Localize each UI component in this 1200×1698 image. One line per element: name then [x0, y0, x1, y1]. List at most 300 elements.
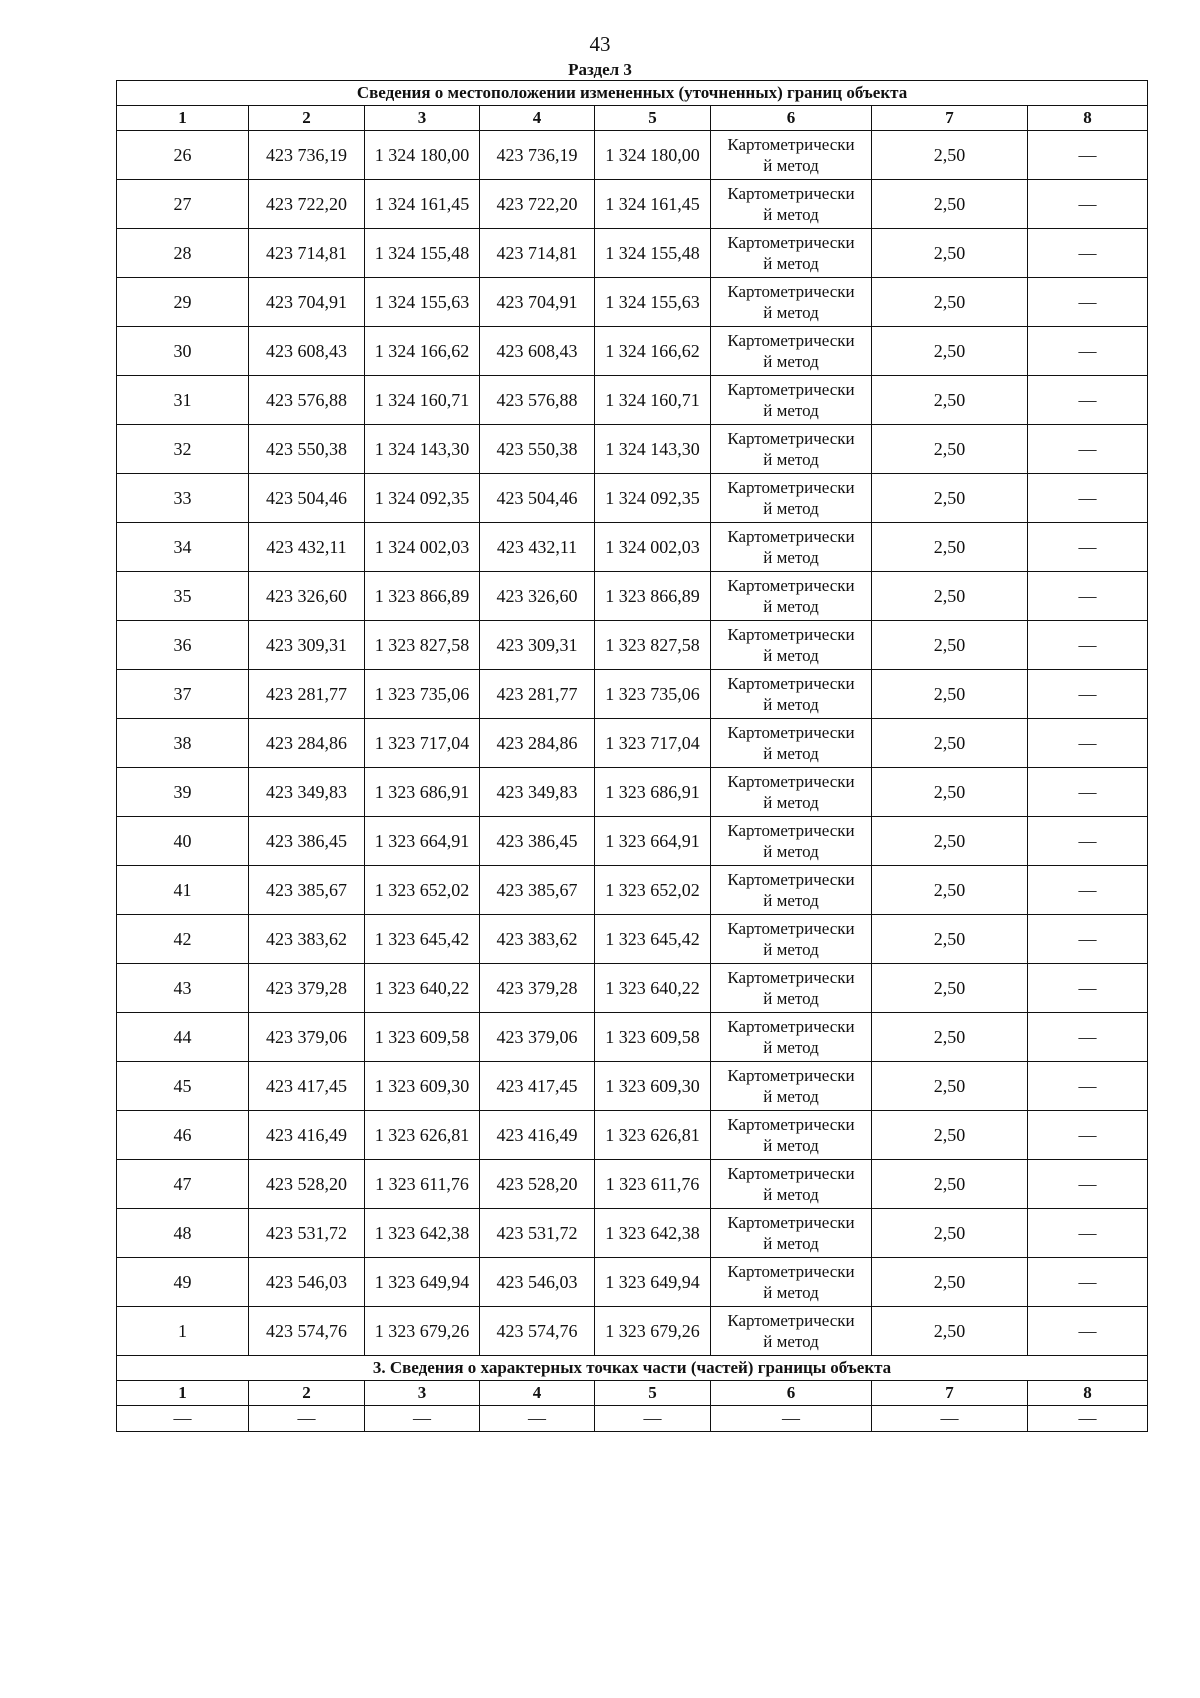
- x-old-cell: 423 608,43: [249, 327, 365, 376]
- table-caption: Сведения о местоположении измененных (уточненных) границ объекта: [117, 81, 1148, 106]
- empty-cell: —: [117, 1406, 249, 1432]
- table-row: [117, 1307, 1148, 1356]
- empty-cell: —: [872, 1406, 1028, 1432]
- method-line: Картометрически: [727, 282, 855, 301]
- y-old-cell: 1 323 717,04: [365, 719, 480, 768]
- method-cell: [711, 768, 872, 817]
- y-old-cell: 1 324 180,00: [365, 131, 480, 180]
- x-new-cell: 423 416,49: [480, 1111, 595, 1160]
- accuracy-cell: 2,50: [872, 229, 1028, 278]
- point-number-cell: 40: [117, 817, 249, 866]
- method-line: Картометрически: [727, 1164, 855, 1183]
- y-new-cell: 1 324 002,03: [595, 523, 711, 572]
- table-row: [117, 1209, 1148, 1258]
- point-number-cell: 47: [117, 1160, 249, 1209]
- x-new-cell: 423 385,67: [480, 866, 595, 915]
- point-number-cell: 35: [117, 572, 249, 621]
- accuracy-cell: 2,50: [872, 670, 1028, 719]
- x-old-cell: 423 386,45: [249, 817, 365, 866]
- note-cell: —: [1028, 1258, 1148, 1307]
- method-line: й метод: [763, 205, 819, 224]
- y-new-cell: 1 323 717,04: [595, 719, 711, 768]
- table-row: [117, 1013, 1148, 1062]
- column-header: 8: [1028, 1381, 1148, 1406]
- method-cell: [711, 1209, 872, 1258]
- method-line: Картометрически: [727, 1066, 855, 1085]
- y-old-cell: 1 324 161,45: [365, 180, 480, 229]
- y-new-cell: 1 324 155,48: [595, 229, 711, 278]
- y-new-cell: 1 323 642,38: [595, 1209, 711, 1258]
- accuracy-cell: 2,50: [872, 866, 1028, 915]
- point-number-cell: 45: [117, 1062, 249, 1111]
- method-cell: [711, 670, 872, 719]
- accuracy-cell: 2,50: [872, 1111, 1028, 1160]
- x-old-cell: 423 349,83: [249, 768, 365, 817]
- y-old-cell: 1 323 866,89: [365, 572, 480, 621]
- point-number-cell: 30: [117, 327, 249, 376]
- x-old-cell: 423 379,06: [249, 1013, 365, 1062]
- y-new-cell: 1 323 609,30: [595, 1062, 711, 1111]
- section-title: Раздел 3: [568, 60, 632, 79]
- x-new-cell: 423 432,11: [480, 523, 595, 572]
- accuracy-cell: 2,50: [872, 1258, 1028, 1307]
- method-line: Картометрически: [727, 1213, 855, 1232]
- column-header: 3: [365, 1381, 480, 1406]
- accuracy-cell: 2,50: [872, 768, 1028, 817]
- y-old-cell: 1 323 649,94: [365, 1258, 480, 1307]
- table-row: [117, 866, 1148, 915]
- y-new-cell: 1 323 649,94: [595, 1258, 711, 1307]
- method-cell: [711, 327, 872, 376]
- boundary-table: [116, 80, 1148, 1432]
- note-cell: —: [1028, 229, 1148, 278]
- table-row: [117, 131, 1148, 180]
- accuracy-cell: 2,50: [872, 1209, 1028, 1258]
- y-old-cell: 1 323 645,42: [365, 915, 480, 964]
- x-old-cell: 423 531,72: [249, 1209, 365, 1258]
- point-number-cell: 28: [117, 229, 249, 278]
- table-row: [117, 229, 1148, 278]
- table-row: [117, 1258, 1148, 1307]
- note-cell: —: [1028, 327, 1148, 376]
- x-old-cell: 423 326,60: [249, 572, 365, 621]
- method-line: й метод: [763, 646, 819, 665]
- method-line: й метод: [763, 1234, 819, 1253]
- note-cell: —: [1028, 915, 1148, 964]
- point-number-cell: 48: [117, 1209, 249, 1258]
- table-row: [117, 768, 1148, 817]
- page-number: 43: [589, 32, 611, 56]
- column-header: 1: [117, 106, 249, 131]
- accuracy-cell: 2,50: [872, 719, 1028, 768]
- y-new-cell: 1 323 626,81: [595, 1111, 711, 1160]
- method-line: й метод: [763, 303, 819, 322]
- note-cell: —: [1028, 572, 1148, 621]
- note-cell: —: [1028, 719, 1148, 768]
- column-header: 2: [249, 106, 365, 131]
- point-number-cell: 39: [117, 768, 249, 817]
- method-line: Картометрически: [727, 527, 855, 546]
- table-row: [117, 572, 1148, 621]
- y-old-cell: 1 323 735,06: [365, 670, 480, 719]
- note-cell: —: [1028, 1111, 1148, 1160]
- column-header: 8: [1028, 106, 1148, 131]
- x-new-cell: 423 386,45: [480, 817, 595, 866]
- method-line: й метод: [763, 842, 819, 861]
- note-cell: —: [1028, 180, 1148, 229]
- y-new-cell: 1 323 735,06: [595, 670, 711, 719]
- y-old-cell: 1 323 611,76: [365, 1160, 480, 1209]
- y-old-cell: 1 324 155,48: [365, 229, 480, 278]
- accuracy-cell: 2,50: [872, 376, 1028, 425]
- method-line: й метод: [763, 695, 819, 714]
- y-new-cell: 1 323 609,58: [595, 1013, 711, 1062]
- accuracy-cell: 2,50: [872, 964, 1028, 1013]
- table-row: [117, 1111, 1148, 1160]
- method-cell: [711, 376, 872, 425]
- accuracy-cell: 2,50: [872, 915, 1028, 964]
- table-body: [117, 81, 1148, 1432]
- accuracy-cell: 2,50: [872, 1062, 1028, 1111]
- y-old-cell: 1 324 143,30: [365, 425, 480, 474]
- x-old-cell: 423 704,91: [249, 278, 365, 327]
- x-old-cell: 423 284,86: [249, 719, 365, 768]
- method-line: Картометрически: [727, 1311, 855, 1330]
- x-old-cell: 423 528,20: [249, 1160, 365, 1209]
- method-line: Картометрически: [727, 919, 855, 938]
- method-line: й метод: [763, 254, 819, 273]
- x-new-cell: 423 383,62: [480, 915, 595, 964]
- method-line: Картометрически: [727, 772, 855, 791]
- table-row: [117, 915, 1148, 964]
- method-cell: [711, 474, 872, 523]
- y-new-cell: 1 323 611,76: [595, 1160, 711, 1209]
- x-new-cell: 423 504,46: [480, 474, 595, 523]
- x-new-cell: 423 531,72: [480, 1209, 595, 1258]
- x-old-cell: 423 550,38: [249, 425, 365, 474]
- table-row: [117, 1062, 1148, 1111]
- y-old-cell: 1 323 686,91: [365, 768, 480, 817]
- x-old-cell: 423 281,77: [249, 670, 365, 719]
- x-new-cell: 423 417,45: [480, 1062, 595, 1111]
- y-new-cell: 1 323 866,89: [595, 572, 711, 621]
- table-row: [117, 719, 1148, 768]
- column-header: 4: [480, 1381, 595, 1406]
- point-number-cell: 1: [117, 1307, 249, 1356]
- note-cell: —: [1028, 523, 1148, 572]
- point-number-cell: 36: [117, 621, 249, 670]
- column-header: 7: [872, 1381, 1028, 1406]
- x-old-cell: 423 576,88: [249, 376, 365, 425]
- note-cell: —: [1028, 1209, 1148, 1258]
- column-header: 1: [117, 1381, 249, 1406]
- method-line: й метод: [763, 156, 819, 175]
- point-number-cell: 26: [117, 131, 249, 180]
- y-old-cell: 1 323 652,02: [365, 866, 480, 915]
- method-cell: [711, 425, 872, 474]
- y-new-cell: 1 324 155,63: [595, 278, 711, 327]
- method-cell: [711, 1111, 872, 1160]
- method-line: Картометрически: [727, 576, 855, 595]
- empty-cell: —: [595, 1406, 711, 1432]
- method-line: й метод: [763, 1087, 819, 1106]
- method-line: й метод: [763, 597, 819, 616]
- note-cell: —: [1028, 964, 1148, 1013]
- subsection-caption: 3. Сведения о характерных точках части (частей) границы объекта: [117, 1356, 1148, 1381]
- column-header: 4: [480, 106, 595, 131]
- method-cell: [711, 621, 872, 670]
- method-line: й метод: [763, 1332, 819, 1351]
- table-row: [117, 1406, 1148, 1432]
- point-number-cell: 41: [117, 866, 249, 915]
- x-new-cell: 423 309,31: [480, 621, 595, 670]
- accuracy-cell: 2,50: [872, 523, 1028, 572]
- point-number-cell: 33: [117, 474, 249, 523]
- x-new-cell: 423 546,03: [480, 1258, 595, 1307]
- note-cell: —: [1028, 474, 1148, 523]
- note-cell: —: [1028, 1160, 1148, 1209]
- method-cell: [711, 719, 872, 768]
- point-number-cell: 44: [117, 1013, 249, 1062]
- x-new-cell: 423 704,91: [480, 278, 595, 327]
- note-cell: —: [1028, 376, 1148, 425]
- point-number-cell: 31: [117, 376, 249, 425]
- table-row: [117, 425, 1148, 474]
- method-cell: [711, 572, 872, 621]
- y-old-cell: 1 323 609,30: [365, 1062, 480, 1111]
- y-new-cell: 1 324 160,71: [595, 376, 711, 425]
- y-old-cell: 1 324 092,35: [365, 474, 480, 523]
- point-number-cell: 49: [117, 1258, 249, 1307]
- x-new-cell: 423 528,20: [480, 1160, 595, 1209]
- method-line: й метод: [763, 1136, 819, 1155]
- note-cell: —: [1028, 817, 1148, 866]
- point-number-cell: 46: [117, 1111, 249, 1160]
- method-cell: [711, 131, 872, 180]
- method-cell: [711, 180, 872, 229]
- x-old-cell: 423 504,46: [249, 474, 365, 523]
- x-old-cell: 423 416,49: [249, 1111, 365, 1160]
- x-old-cell: 423 722,20: [249, 180, 365, 229]
- method-line: й метод: [763, 940, 819, 959]
- method-line: Картометрически: [727, 870, 855, 889]
- y-new-cell: 1 323 686,91: [595, 768, 711, 817]
- y-new-cell: 1 323 645,42: [595, 915, 711, 964]
- y-new-cell: 1 323 827,58: [595, 621, 711, 670]
- method-line: Картометрически: [727, 135, 855, 154]
- point-number-cell: 32: [117, 425, 249, 474]
- y-old-cell: 1 323 827,58: [365, 621, 480, 670]
- x-new-cell: 423 326,60: [480, 572, 595, 621]
- note-cell: —: [1028, 866, 1148, 915]
- empty-cell: —: [480, 1406, 595, 1432]
- table-row: [117, 327, 1148, 376]
- subsection-header-row: [117, 1381, 1148, 1406]
- x-new-cell: 423 281,77: [480, 670, 595, 719]
- method-cell: [711, 1160, 872, 1209]
- x-new-cell: 423 608,43: [480, 327, 595, 376]
- note-cell: —: [1028, 1062, 1148, 1111]
- method-line: Картометрически: [727, 429, 855, 448]
- x-new-cell: 423 574,76: [480, 1307, 595, 1356]
- method-line: й метод: [763, 548, 819, 567]
- table-caption-row: [117, 81, 1148, 106]
- y-old-cell: 1 324 160,71: [365, 376, 480, 425]
- method-line: Картометрически: [727, 723, 855, 742]
- method-line: й метод: [763, 401, 819, 420]
- table-row: [117, 180, 1148, 229]
- empty-cell: —: [711, 1406, 872, 1432]
- x-new-cell: 423 284,86: [480, 719, 595, 768]
- table-header-row: [117, 106, 1148, 131]
- table-row: [117, 670, 1148, 719]
- method-cell: [711, 964, 872, 1013]
- method-line: й метод: [763, 1185, 819, 1204]
- x-old-cell: 423 417,45: [249, 1062, 365, 1111]
- method-line: й метод: [763, 499, 819, 518]
- x-old-cell: 423 383,62: [249, 915, 365, 964]
- accuracy-cell: 2,50: [872, 131, 1028, 180]
- method-line: Картометрически: [727, 821, 855, 840]
- method-line: й метод: [763, 744, 819, 763]
- x-new-cell: 423 349,83: [480, 768, 595, 817]
- y-old-cell: 1 323 679,26: [365, 1307, 480, 1356]
- x-old-cell: 423 309,31: [249, 621, 365, 670]
- point-number-cell: 29: [117, 278, 249, 327]
- table-row: [117, 278, 1148, 327]
- method-cell: [711, 229, 872, 278]
- accuracy-cell: 2,50: [872, 1013, 1028, 1062]
- table-row: [117, 376, 1148, 425]
- y-new-cell: 1 324 161,45: [595, 180, 711, 229]
- table-row: [117, 964, 1148, 1013]
- x-new-cell: 423 722,20: [480, 180, 595, 229]
- y-new-cell: 1 323 664,91: [595, 817, 711, 866]
- method-line: Картометрически: [727, 380, 855, 399]
- y-old-cell: 1 323 626,81: [365, 1111, 480, 1160]
- column-header: 2: [249, 1381, 365, 1406]
- method-cell: [711, 1013, 872, 1062]
- point-number-cell: 34: [117, 523, 249, 572]
- table-row: [117, 621, 1148, 670]
- y-old-cell: 1 324 155,63: [365, 278, 480, 327]
- method-line: й метод: [763, 891, 819, 910]
- point-number-cell: 43: [117, 964, 249, 1013]
- table-row: [117, 474, 1148, 523]
- column-header: 6: [711, 106, 872, 131]
- x-new-cell: 423 379,28: [480, 964, 595, 1013]
- y-new-cell: 1 324 143,30: [595, 425, 711, 474]
- note-cell: —: [1028, 278, 1148, 327]
- accuracy-cell: 2,50: [872, 621, 1028, 670]
- accuracy-cell: 2,50: [872, 180, 1028, 229]
- accuracy-cell: 2,50: [872, 1160, 1028, 1209]
- x-old-cell: 423 714,81: [249, 229, 365, 278]
- method-line: Картометрически: [727, 478, 855, 497]
- y-new-cell: 1 324 180,00: [595, 131, 711, 180]
- point-number-cell: 38: [117, 719, 249, 768]
- table-row: [117, 817, 1148, 866]
- y-new-cell: 1 323 640,22: [595, 964, 711, 1013]
- method-line: Картометрически: [727, 1115, 855, 1134]
- point-number-cell: 27: [117, 180, 249, 229]
- method-line: Картометрически: [727, 184, 855, 203]
- accuracy-cell: 2,50: [872, 817, 1028, 866]
- note-cell: —: [1028, 131, 1148, 180]
- method-cell: [711, 866, 872, 915]
- method-cell: [711, 1258, 872, 1307]
- x-old-cell: 423 379,28: [249, 964, 365, 1013]
- x-new-cell: 423 736,19: [480, 131, 595, 180]
- note-cell: —: [1028, 670, 1148, 719]
- y-old-cell: 1 323 640,22: [365, 964, 480, 1013]
- method-cell: [711, 915, 872, 964]
- x-old-cell: 423 432,11: [249, 523, 365, 572]
- x-old-cell: 423 385,67: [249, 866, 365, 915]
- method-line: Картометрически: [727, 1262, 855, 1281]
- accuracy-cell: 2,50: [872, 278, 1028, 327]
- y-new-cell: 1 324 166,62: [595, 327, 711, 376]
- y-old-cell: 1 323 642,38: [365, 1209, 480, 1258]
- accuracy-cell: 2,50: [872, 474, 1028, 523]
- column-header: 5: [595, 1381, 711, 1406]
- method-line: Картометрически: [727, 1017, 855, 1036]
- x-old-cell: 423 546,03: [249, 1258, 365, 1307]
- table-row: [117, 523, 1148, 572]
- y-old-cell: 1 324 166,62: [365, 327, 480, 376]
- method-cell: [711, 523, 872, 572]
- column-header: 6: [711, 1381, 872, 1406]
- method-line: Картометрически: [727, 331, 855, 350]
- table-row: [117, 1160, 1148, 1209]
- method-line: й метод: [763, 793, 819, 812]
- method-line: й метод: [763, 352, 819, 371]
- method-cell: [711, 817, 872, 866]
- empty-cell: —: [1028, 1406, 1148, 1432]
- empty-cell: —: [249, 1406, 365, 1432]
- accuracy-cell: 2,50: [872, 327, 1028, 376]
- method-line: Картометрически: [727, 674, 855, 693]
- y-old-cell: 1 324 002,03: [365, 523, 480, 572]
- note-cell: —: [1028, 425, 1148, 474]
- method-line: Картометрически: [727, 233, 855, 252]
- column-header: 7: [872, 106, 1028, 131]
- method-line: Картометрически: [727, 625, 855, 644]
- note-cell: —: [1028, 621, 1148, 670]
- method-line: й метод: [763, 1283, 819, 1302]
- empty-cell: —: [365, 1406, 480, 1432]
- point-number-cell: 42: [117, 915, 249, 964]
- x-new-cell: 423 714,81: [480, 229, 595, 278]
- y-old-cell: 1 323 664,91: [365, 817, 480, 866]
- method-cell: [711, 1062, 872, 1111]
- column-header: 3: [365, 106, 480, 131]
- y-new-cell: 1 324 092,35: [595, 474, 711, 523]
- x-old-cell: 423 574,76: [249, 1307, 365, 1356]
- point-number-cell: 37: [117, 670, 249, 719]
- method-line: й метод: [763, 450, 819, 469]
- x-old-cell: 423 736,19: [249, 131, 365, 180]
- accuracy-cell: 2,50: [872, 572, 1028, 621]
- column-header: 5: [595, 106, 711, 131]
- accuracy-cell: 2,50: [872, 425, 1028, 474]
- note-cell: —: [1028, 1013, 1148, 1062]
- y-new-cell: 1 323 679,26: [595, 1307, 711, 1356]
- method-cell: [711, 278, 872, 327]
- method-line: й метод: [763, 1038, 819, 1057]
- x-new-cell: 423 576,88: [480, 376, 595, 425]
- method-cell: [711, 1307, 872, 1356]
